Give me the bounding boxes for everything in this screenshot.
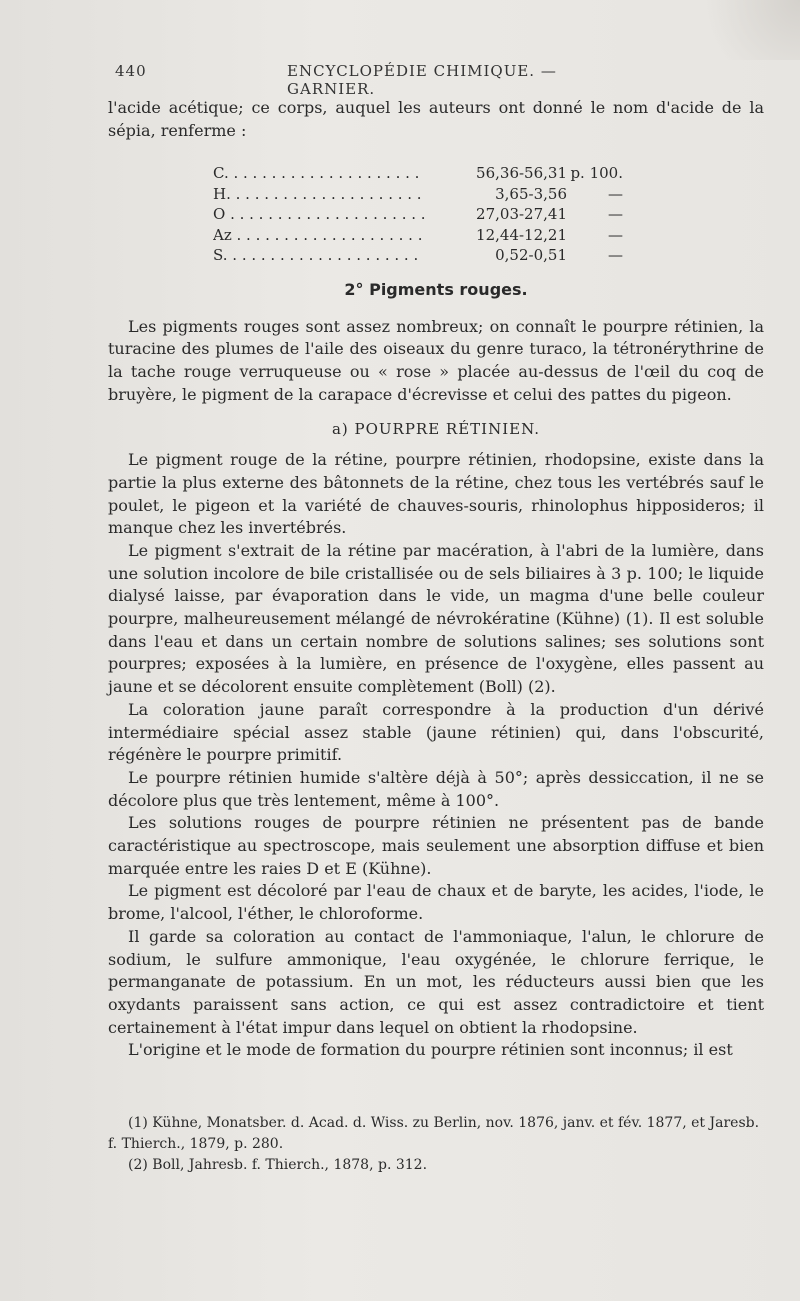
page-number: 440 — [115, 62, 147, 80]
element-value: 27,03-27,41 — [476, 205, 567, 224]
table-row — [213, 204, 623, 225]
element-label: O . . . . . . . . . . . . . . . . . . . . . — [213, 205, 426, 224]
body-paragraph: La coloration jaune paraît correspondre à la production d'un dérivé intermédiaire spécial assez stable (jaune rétinien) qui, dans l'obscurité, régénère le pourpre primitif. — [108, 699, 764, 765]
element-unit: — — [608, 205, 623, 224]
subsection-title: a) POURPRE RÉTINIEN. — [331, 420, 541, 439]
element-label: S. . . . . . . . . . . . . . . . . . . . . — [213, 246, 419, 265]
page-stain — [680, 0, 800, 60]
footnote: (1) Kühne, Monatsber. d. Acad. d. Wiss. zu Berlin, nov. 1876, janv. et fév. 1877, et Jaresb. f. Thierch., 1879, p. 280. — [108, 1115, 760, 1152]
section-title: 2° Pigments rouges. — [344, 279, 528, 299]
footnote: (2) Boll, Jahresb. f. Thierch., 1878, p. 312. — [128, 1157, 428, 1173]
body-paragraph: Les solutions rouges de pourpre rétinien ne présentent pas de bande caractéristique au spectroscope, mais seulement une absorption diffuse et bien marquée entre les raies D et E (Kühne). — [108, 813, 764, 878]
body-paragraph: Il garde sa coloration au contact de l'ammoniaque, l'alun, le chlorure de sodium, le sulfure ammonique, l'eau oxygénée, le chlorure ferrique, le permanganate de potassium. En un mot, les réducteurs aussi bien que les oxydants paraissent sans action, ce qui est assez contradictoire et tient certainement à l'état impur dans lequel on obtient la rhodopsine. — [108, 926, 764, 1037]
body-paragraph: L'origine et le mode de formation du pourpre rétinien sont inconnus; il est — [128, 1040, 733, 1060]
composition-table — [213, 163, 623, 266]
body-paragraph: Le pourpre rétinien humide s'altère déjà à 50°; après dessiccation, il ne se décolore plus que très lentement, même à 100°. — [108, 767, 764, 810]
element-value: 12,44-12,21 — [476, 225, 567, 244]
element-unit: — — [608, 225, 623, 244]
table-row — [213, 184, 623, 205]
table-row — [213, 163, 623, 184]
element-unit: — — [608, 246, 623, 265]
page-body — [108, 97, 764, 1062]
element-value: 56,36-56,31 — [476, 164, 567, 183]
body-paragraph: Le pigment est décoloré par l'eau de chaux et de baryte, les acides, l'iode, le brome, l'alcool, l'éther, le chloroforme. — [108, 881, 764, 924]
footnotes — [108, 1113, 764, 1176]
running-title: ENCYCLOPÉDIE CHIMIQUE. — GARNIER. — [287, 62, 557, 98]
element-label: Az . . . . . . . . . . . . . . . . . . . . — [213, 225, 423, 244]
element-value: 0,52-0,51 — [495, 246, 567, 265]
table-row — [213, 245, 623, 266]
table-row — [213, 225, 623, 246]
element-unit: — — [608, 184, 623, 203]
element-label: H. . . . . . . . . . . . . . . . . . . . . — [213, 184, 422, 203]
section-paragraph: Les pigments rouges sont assez nombreux; on connaît le pourpre rétinien, la turacine des plumes de l'aile des oiseaux du genre turaco, la tétronérythrine de la tache rouge verruqueuse ou « rose » placée au-dessus de l'œil du coq de bruyère, le pigment de la carapace d'écrevisse et celui des pattes du pigeon. — [108, 316, 764, 404]
body-paragraph: Le pigment rouge de la rétine, pourpre rétinien, rhodopsine, existe dans la partie la plus externe des bâtonnets de la rétine, chez tous les vertébrés sauf le poulet, le pigeon et la variété de chauves-souris, rhinolophus hipposideros; il manque chez les invertébrés. — [108, 450, 764, 538]
intro-paragraph: l'acide acétique; ce corps, auquel les auteurs ont donné le nom d'acide de la sépia, renferme : — [108, 98, 764, 140]
element-unit: p. 100. — [570, 164, 623, 183]
body-paragraph: Le pigment s'extrait de la rétine par macération, à l'abri de la lumière, dans une solution incolore de bile cristallisée ou de sels biliaires à 3 p. 100; le liquide dialysé laisse, par évaporation dans le vide, un magma d'une belle couleur pourpre, malheureusement mélangé de névrokératine (Kühne) (1). Il est soluble dans l'eau et dans un certain nombre de solutions salines; ses solutions sont pourpres; exposées à la lumière, en présence de l'oxygène, elles passent au jaune et se décolorent ensuite complètement (Boll) (2). — [108, 540, 764, 697]
element-label: C. . . . . . . . . . . . . . . . . . . . . — [213, 164, 420, 183]
element-value: 3,65-3,56 — [495, 184, 567, 203]
